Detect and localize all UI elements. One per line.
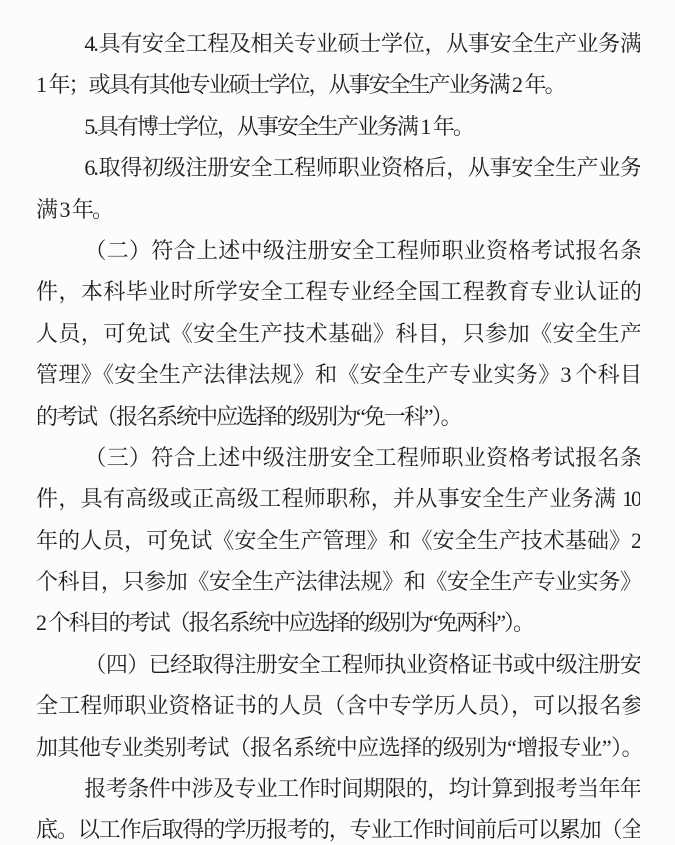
text-line: （三）符合上述中级注册安全工程师职业资格考试报名条 [84,444,640,470]
text-line: 全工程师职业资格证书的人员（含中专学历人员），可以报名参 [36,693,640,719]
document-body [36,23,640,845]
text-line: 件，本科毕业时所学安全工程专业经全国工程教育专业认证的 [36,279,640,305]
text-line: 6.取得初级注册安全工程师职业资格后，从事安全生产业务 [84,155,640,181]
text-line: 5.具有博士学位，从事安全生产业务满 1 年。 [84,113,473,139]
paragraph-section-2 [36,230,640,437]
text-line: 底。以工作后取得的学历报考的，专业工作时间前后可以累加（全 [36,817,640,843]
text-line: （四）已经取得注册安全工程师执业资格证书或中级注册安 [84,651,640,677]
text-line: （二）符合上述中级注册安全工程师职业资格考试报名条 [84,237,640,263]
text-line: 4.具有安全工程及相关专业硕士学位，从事安全生产业务满 [84,31,640,56]
text-line: 1 年；或具有其他专业硕士学位，从事安全生产业务满 2 年。 [36,72,565,98]
paragraph-clause-4 [36,23,640,106]
paragraph-clause-6 [36,147,640,230]
paragraph-section-3 [36,437,640,644]
text-line: 个科目，只参加《安全生产法律法规》和《安全生产专业实务》 [36,569,640,595]
text-line: 满 3 年。 [36,196,113,222]
text-line: 报考条件中涉及专业工作时间期限的，均计算到报考当年年 [84,776,640,802]
paragraph-section-4 [36,644,640,768]
paragraph-clause-5 [36,106,640,147]
paragraph-closing-note [36,768,640,845]
text-line: 加其他专业类别考试（报名系统中应选择的级别为“增报专业”）。 [36,734,640,760]
text-line: 管理》《安全生产法律法规》和《安全生产专业实务》3 个科目 [36,362,640,388]
text-line: 件，具有高级或正高级工程师职称，并从事安全生产业务满 10 [36,486,640,512]
text-line: 的考试（报名系统中应选择的级别为“免一科”）。 [36,403,461,429]
text-line: 人员，可免试《安全生产技术基础》科目，只参加《安全生产 [36,320,640,346]
text-line: 年的人员，可免试《安全生产管理》和《安全生产技术基础》2 [36,527,640,553]
text-line: 2 个科目的考试（报名系统中应选择的级别为“免两科”）。 [36,610,534,636]
